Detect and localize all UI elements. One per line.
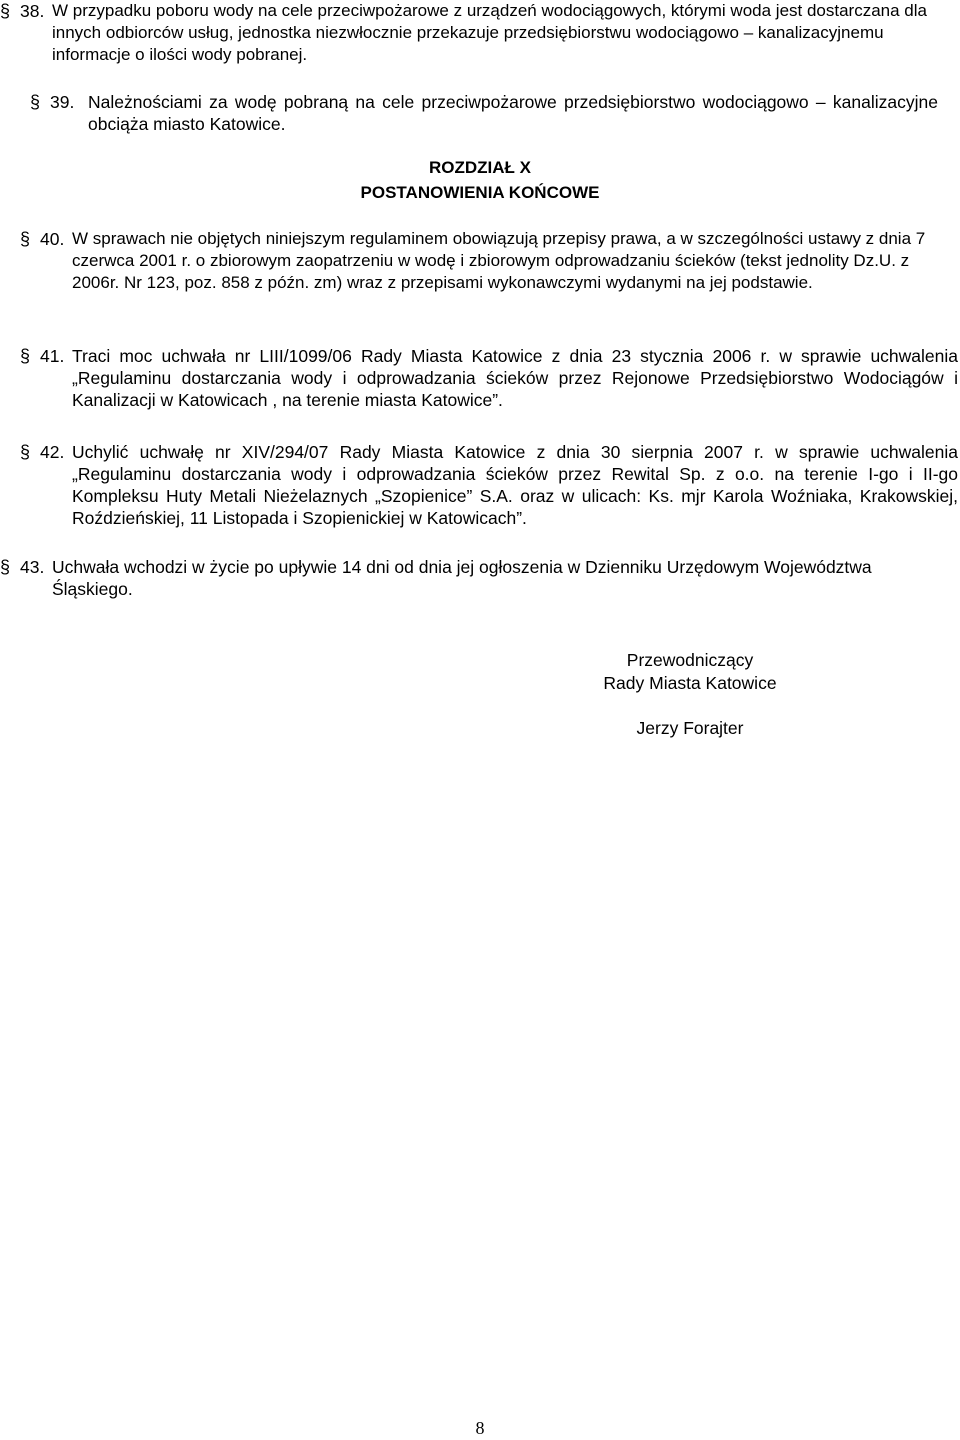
section-40 bbox=[20, 228, 950, 294]
section-number: 40. bbox=[40, 229, 65, 249]
signature-body: Rady Miasta Katowice bbox=[603, 673, 777, 693]
section-39 bbox=[30, 91, 938, 135]
section-number: 38. bbox=[20, 1, 45, 21]
chapter-title: ROZDZIAŁ X bbox=[429, 158, 531, 177]
page-number: 8 bbox=[475, 1418, 485, 1438]
section-symbol: § bbox=[20, 346, 31, 366]
section-42 bbox=[20, 441, 958, 529]
section-number: 41. bbox=[40, 346, 65, 366]
section-number: 43. bbox=[20, 557, 45, 577]
section-symbol: § bbox=[0, 557, 11, 577]
chapter-subtitle: POSTANOWIENIA KOŃCOWE bbox=[360, 183, 600, 202]
section-number: 39. bbox=[50, 92, 75, 112]
signature-role: Przewodniczący bbox=[626, 650, 754, 670]
section-text: W przypadku poboru wody na cele przeciwpożarowe z urządzeń wodociągowych, którymi woda jest dostarczana dla innych odbiorców usług, jednostka niezwłocznie przekazuje przedsiębiorstwu wodociągowo – kanalizacyjnemu informacje o ilości wody pobranej. bbox=[52, 1, 927, 64]
section-number: 42. bbox=[40, 442, 65, 462]
section-text: W sprawach nie objętych niniejszym regulaminem obowiązują przepisy prawa, a w szczególności ustawy z dnia 7 czerwca 2001 r. o zbiorowym zaopatrzeniu w wodę i zbiorowym odprowadzaniu ścieków (tekst jednolity Dz.U. z 2006r. Nr 123, poz. 858 z późn. zm) wraz z przepisami wykonawczymi wydanymi na jej podstawie. bbox=[72, 229, 926, 292]
section-symbol: § bbox=[0, 1, 11, 21]
section-text: Uchwała wchodzi w życie po upływie 14 dni od dnia jej ogłoszenia w Dzienniku Urzędowym Województwa Śląskiego. bbox=[52, 557, 872, 599]
section-text: Uchylić uchwałę nr XIV/294/07 Rady Miasta Katowice z dnia 30 sierpnia 2007 r. w sprawie uchwalenia „Regulaminu dostarczania wody i odprowadzania ścieków przez Rewital Sp. z o.o. na terenie I-go i II-go Kompleksu Huty Metali Nieżelaznych „Szopienice” S.A. oraz w ulicach: Ks. mjr Karola Woźniaka, Krakowskiej, Roździeńskiej, 11 Listopada i Szopienickiej w Katowicach”. bbox=[72, 442, 958, 528]
section-38 bbox=[0, 0, 940, 66]
section-text: Traci moc uchwała nr LIII/1099/06 Rady Miasta Katowice z dnia 23 stycznia 2006 r. w sprawie uchwalenia „Regulaminu dostarczania wody i odprowadzania ścieków przez Rejonowe Przedsiębiorstwo Wodociągów i Kanalizacji w Katowicach , na terenie miasta Katowice”. bbox=[72, 346, 958, 410]
section-41 bbox=[20, 345, 958, 411]
section-symbol: § bbox=[20, 229, 31, 249]
section-43 bbox=[0, 556, 930, 600]
section-symbol: § bbox=[30, 92, 41, 112]
section-symbol: § bbox=[20, 442, 31, 462]
section-text: Należnościami za wodę pobraną na cele przeciwpożarowe przedsiębiorstwo wodociągowo – kanalizacyjne obciąża miasto Katowice. bbox=[88, 92, 938, 134]
signature-name: Jerzy Forajter bbox=[636, 718, 744, 738]
